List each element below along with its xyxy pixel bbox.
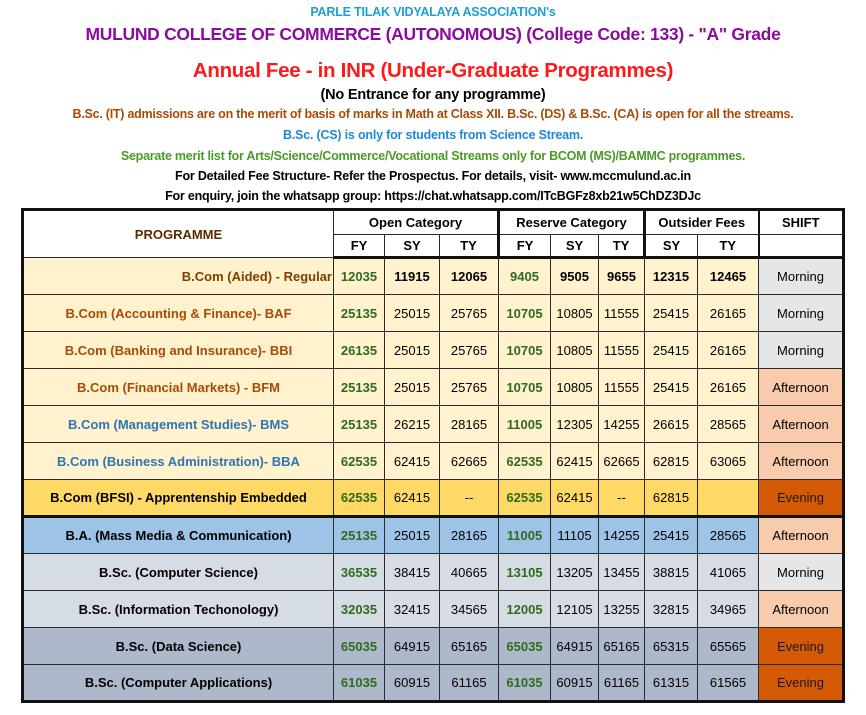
programme-name: B.Com (Business Administration)- BBA: [23, 443, 334, 480]
programme-name: B.Sc. (Computer Science): [23, 554, 334, 591]
outsider-ty-fee: 63065: [698, 443, 759, 480]
table-row: [23, 554, 844, 591]
outsider-sy-fee: 25415: [645, 369, 698, 406]
reserve-sy-fee: 10805: [551, 369, 599, 406]
outsider-sy-fee: 61315: [645, 665, 698, 702]
open-ty-fee: --: [440, 480, 499, 517]
table-row: [23, 628, 844, 665]
open-sy-fee: 62415: [385, 480, 440, 517]
outsider-sy-fee: 65315: [645, 628, 698, 665]
fee-table: [21, 208, 845, 703]
open-sy-fee: 62415: [385, 443, 440, 480]
open-fy-fee: 12035: [334, 258, 385, 295]
open-fy-fee: 32035: [334, 591, 385, 628]
reserve-ty-fee: 11555: [599, 369, 645, 406]
shift-badge: Morning: [759, 332, 844, 369]
header-outsider-ty: TY: [698, 235, 759, 258]
shift-badge: Morning: [759, 295, 844, 332]
note-it-admission: B.Sc. (IT) admissions are on the merit of basis of marks in Math at Class XII. B.Sc. (DS) & B.Sc. (CA) is open for all the streams.: [72, 107, 794, 121]
reserve-fy-fee: 13105: [499, 554, 551, 591]
reserve-fy-fee: 11005: [499, 517, 551, 554]
programme-name: B.Sc. (Information Techonology): [23, 591, 334, 628]
outsider-sy-fee: 38815: [645, 554, 698, 591]
reserve-fy-fee: 10705: [499, 369, 551, 406]
reserve-ty-fee: 14255: [599, 517, 645, 554]
open-ty-fee: 25765: [440, 295, 499, 332]
open-fy-fee: 65035: [334, 628, 385, 665]
open-sy-fee: 25015: [385, 295, 440, 332]
open-ty-fee: 62665: [440, 443, 499, 480]
reserve-ty-fee: --: [599, 480, 645, 517]
reserve-sy-fee: 10805: [551, 332, 599, 369]
table-row: [23, 517, 844, 554]
reserve-fy-fee: 65035: [499, 628, 551, 665]
reserve-sy-fee: 12305: [551, 406, 599, 443]
outsider-ty-fee: 26165: [698, 332, 759, 369]
programme-name: B.Com (BFSI) - Apprentenship Embedded: [23, 480, 334, 517]
header-open-sy: SY: [385, 235, 440, 258]
shift-badge: Afternoon: [759, 517, 844, 554]
reserve-sy-fee: 60915: [551, 665, 599, 702]
programme-name: B.A. (Mass Media & Communication): [23, 517, 334, 554]
reserve-fy-fee: 10705: [499, 295, 551, 332]
open-ty-fee: 34565: [440, 591, 499, 628]
outsider-ty-fee: 26165: [698, 369, 759, 406]
shift-badge: Evening: [759, 480, 844, 517]
reserve-ty-fee: 65165: [599, 628, 645, 665]
open-fy-fee: 62535: [334, 443, 385, 480]
note-cs-eligibility: B.Sc. (CS) is only for students from Science Stream.: [282, 128, 584, 142]
shift-badge: Evening: [759, 628, 844, 665]
reserve-ty-fee: 61165: [599, 665, 645, 702]
table-row: [23, 591, 844, 628]
open-sy-fee: 60915: [385, 665, 440, 702]
reserve-fy-fee: 9405: [499, 258, 551, 295]
shift-badge: Afternoon: [759, 406, 844, 443]
shift-badge: Evening: [759, 665, 844, 702]
table-row: [23, 295, 844, 332]
reserve-sy-fee: 11105: [551, 517, 599, 554]
open-sy-fee: 26215: [385, 406, 440, 443]
reserve-sy-fee: 13205: [551, 554, 599, 591]
outsider-ty-fee: 61565: [698, 665, 759, 702]
open-fy-fee: 25135: [334, 517, 385, 554]
page-subtitle: (No Entrance for any programme): [320, 87, 546, 103]
shift-badge: Afternoon: [759, 591, 844, 628]
reserve-fy-fee: 62535: [499, 480, 551, 517]
header-reserve-fy: FY: [499, 235, 551, 258]
outsider-ty-fee: 41065: [698, 554, 759, 591]
college-name: MULUND COLLEGE OF COMMERCE (AUTONOMOUS) (College Code: 133) - "A" Grade: [85, 24, 781, 44]
outsider-ty-fee: 34965: [698, 591, 759, 628]
reserve-sy-fee: 64915: [551, 628, 599, 665]
association-name: PARLE TILAK VIDYALAYA ASSOCIATION's: [310, 5, 556, 19]
open-ty-fee: 40665: [440, 554, 499, 591]
programme-name: B.Com (Accounting & Finance)- BAF: [23, 295, 334, 332]
reserve-ty-fee: 13255: [599, 591, 645, 628]
table-row: [23, 369, 844, 406]
outsider-sy-fee: 12315: [645, 258, 698, 295]
reserve-ty-fee: 62665: [599, 443, 645, 480]
outsider-sy-fee: 25415: [645, 517, 698, 554]
table-row: [23, 480, 844, 517]
open-sy-fee: 11915: [385, 258, 440, 295]
programme-name: B.Sc. (Computer Applications): [23, 665, 334, 702]
open-ty-fee: 28165: [440, 517, 499, 554]
reserve-sy-fee: 9505: [551, 258, 599, 295]
outsider-sy-fee: 25415: [645, 332, 698, 369]
open-ty-fee: 61165: [440, 665, 499, 702]
note-merit-list: Separate merit list for Arts/Science/Commerce/Vocational Streams only for BCOM (MS)/BAMMC programmes.: [120, 149, 746, 163]
programme-name: B.Com (Banking and Insurance)- BBI: [23, 332, 334, 369]
table-row: [23, 443, 844, 480]
reserve-ty-fee: 13455: [599, 554, 645, 591]
reserve-ty-fee: 9655: [599, 258, 645, 295]
outsider-sy-fee: 32815: [645, 591, 698, 628]
open-ty-fee: 28165: [440, 406, 499, 443]
outsider-ty-fee: [698, 480, 759, 517]
open-ty-fee: 25765: [440, 332, 499, 369]
header-programme: PROGRAMME: [23, 210, 334, 258]
reserve-sy-fee: 62415: [551, 480, 599, 517]
reserve-fy-fee: 61035: [499, 665, 551, 702]
header-outsider-sy: SY: [645, 235, 698, 258]
outsider-sy-fee: 26615: [645, 406, 698, 443]
open-ty-fee: 65165: [440, 628, 499, 665]
open-ty-fee: 25765: [440, 369, 499, 406]
header-reserve-category: Reserve Category: [499, 210, 645, 235]
open-sy-fee: 25015: [385, 332, 440, 369]
programme-name: B.Com (Management Studies)- BMS: [23, 406, 334, 443]
reserve-sy-fee: 62415: [551, 443, 599, 480]
open-sy-fee: 38415: [385, 554, 440, 591]
reserve-ty-fee: 11555: [599, 332, 645, 369]
header-reserve-ty: TY: [599, 235, 645, 258]
table-row: [23, 406, 844, 443]
outsider-sy-fee: 25415: [645, 295, 698, 332]
outsider-ty-fee: 28565: [698, 517, 759, 554]
open-sy-fee: 32415: [385, 591, 440, 628]
header-shift: SHIFT: [759, 210, 844, 235]
outsider-ty-fee: 26165: [698, 295, 759, 332]
reserve-sy-fee: 10805: [551, 295, 599, 332]
shift-badge: Afternoon: [759, 369, 844, 406]
reserve-fy-fee: 62535: [499, 443, 551, 480]
header-outsider-fees: Outsider Fees: [645, 210, 759, 235]
outsider-sy-fee: 62815: [645, 480, 698, 517]
open-fy-fee: 62535: [334, 480, 385, 517]
programme-name: B.Com (Aided) - Regular: [23, 258, 334, 295]
open-fy-fee: 61035: [334, 665, 385, 702]
note-fee-details: For Detailed Fee Structure- Refer the Prospectus. For details, visit- www.mccmulund.ac.in: [175, 169, 691, 183]
open-fy-fee: 26135: [334, 332, 385, 369]
note-enquiry: For enquiry, join the whatsapp group: https://chat.whatsapp.com/ITcBGFz8xb21w5ChDZ3DJc: [165, 189, 701, 203]
header-reserve-sy: SY: [551, 235, 599, 258]
open-sy-fee: 64915: [385, 628, 440, 665]
open-fy-fee: 25135: [334, 369, 385, 406]
open-ty-fee: 12065: [440, 258, 499, 295]
reserve-sy-fee: 12105: [551, 591, 599, 628]
header-open-ty: TY: [440, 235, 499, 258]
outsider-sy-fee: 62815: [645, 443, 698, 480]
programme-name: B.Com (Financial Markets) - BFM: [23, 369, 334, 406]
reserve-fy-fee: 11005: [499, 406, 551, 443]
header-shift-blank: [759, 235, 844, 258]
shift-badge: Morning: [759, 554, 844, 591]
outsider-ty-fee: 65565: [698, 628, 759, 665]
open-fy-fee: 25135: [334, 295, 385, 332]
programme-name: B.Sc. (Data Science): [23, 628, 334, 665]
reserve-ty-fee: 14255: [599, 406, 645, 443]
header-open-category: Open Category: [334, 210, 499, 235]
reserve-fy-fee: 10705: [499, 332, 551, 369]
open-sy-fee: 25015: [385, 369, 440, 406]
reserve-ty-fee: 11555: [599, 295, 645, 332]
open-sy-fee: 25015: [385, 517, 440, 554]
header-open-fy: FY: [334, 235, 385, 258]
page-title: Annual Fee - in INR (Under-Graduate Programmes): [192, 59, 674, 82]
outsider-ty-fee: 12465: [698, 258, 759, 295]
open-fy-fee: 25135: [334, 406, 385, 443]
open-fy-fee: 36535: [334, 554, 385, 591]
shift-badge: Afternoon: [759, 443, 844, 480]
table-row: [23, 332, 844, 369]
shift-badge: Morning: [759, 258, 844, 295]
table-row: [23, 258, 844, 295]
table-row: [23, 665, 844, 702]
reserve-fy-fee: 12005: [499, 591, 551, 628]
outsider-ty-fee: 28565: [698, 406, 759, 443]
